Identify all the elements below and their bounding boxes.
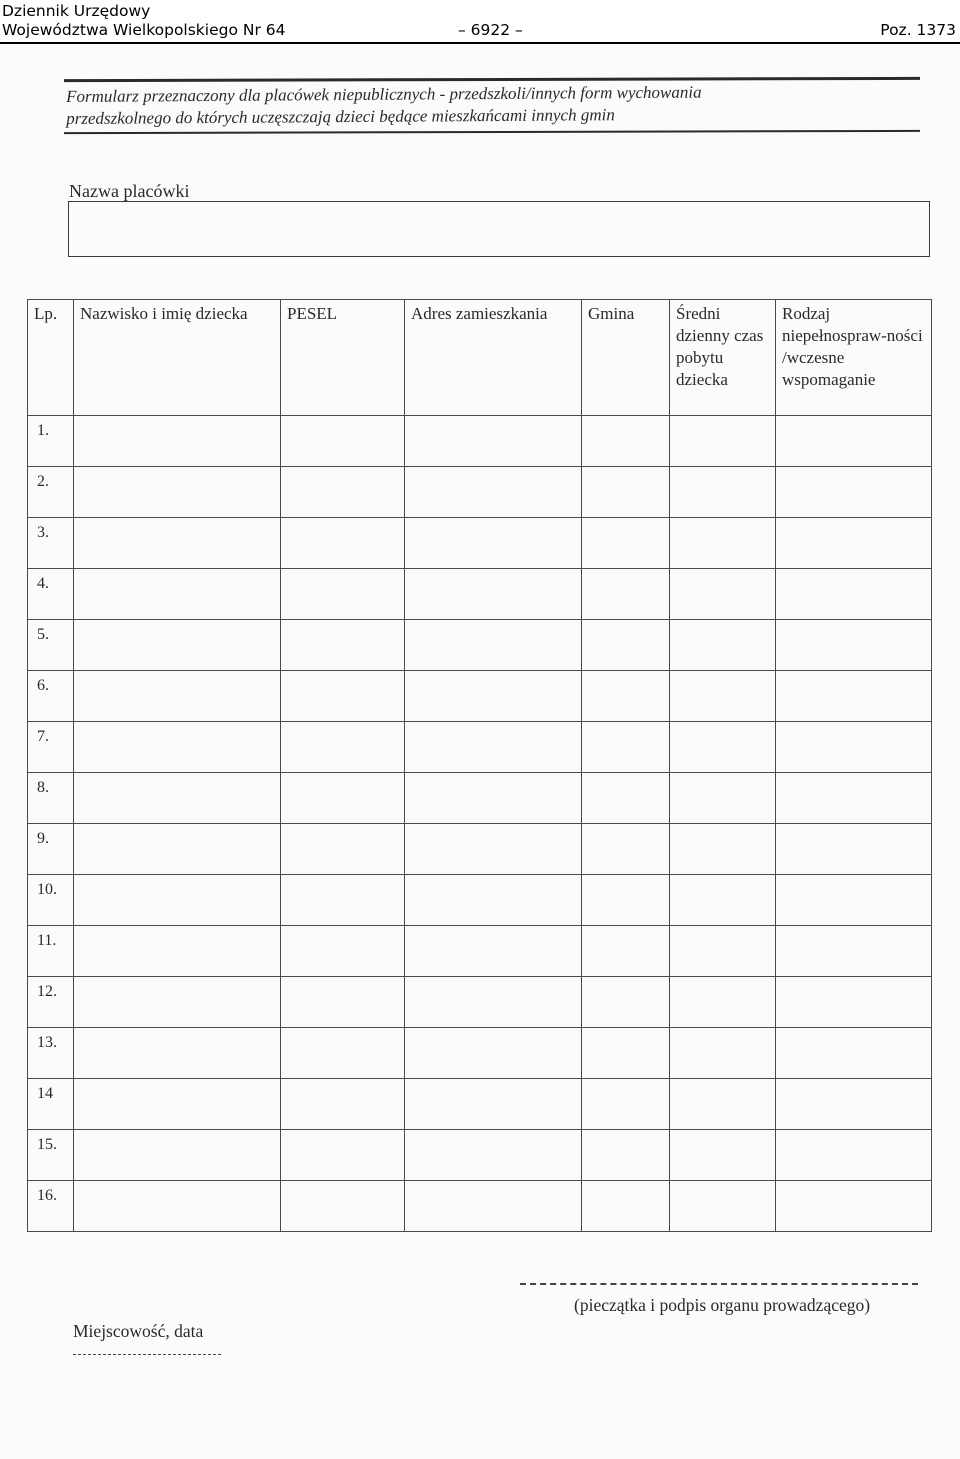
- name-cell[interactable]: [74, 1181, 281, 1232]
- address-cell[interactable]: [405, 773, 582, 824]
- pesel-cell[interactable]: [281, 1181, 405, 1232]
- daily-time-cell[interactable]: [670, 824, 776, 875]
- pesel-cell[interactable]: [281, 671, 405, 722]
- disability-cell[interactable]: [776, 1130, 932, 1181]
- pesel-cell[interactable]: [281, 467, 405, 518]
- address-cell[interactable]: [405, 1028, 582, 1079]
- table-row: [28, 1130, 932, 1181]
- table-row: [28, 416, 932, 467]
- pesel-cell[interactable]: [281, 875, 405, 926]
- journal-issue: Województwa Wielkopolskiego Nr 64: [2, 21, 286, 39]
- commune-cell[interactable]: [582, 977, 670, 1028]
- disability-cell[interactable]: [776, 416, 932, 467]
- name-cell[interactable]: [74, 926, 281, 977]
- row-number: 12.: [28, 977, 74, 1028]
- disability-cell[interactable]: [776, 467, 932, 518]
- commune-cell[interactable]: [582, 1028, 670, 1079]
- name-cell[interactable]: [74, 1130, 281, 1181]
- daily-time-cell[interactable]: [670, 722, 776, 773]
- position-number: Poz. 1373: [880, 21, 956, 39]
- disability-cell[interactable]: [776, 569, 932, 620]
- daily-time-cell[interactable]: [670, 926, 776, 977]
- table-row: [28, 620, 932, 671]
- daily-time-cell[interactable]: [670, 467, 776, 518]
- address-cell[interactable]: [405, 569, 582, 620]
- commune-cell[interactable]: [582, 671, 670, 722]
- daily-time-cell[interactable]: [670, 518, 776, 569]
- table-header-row: [28, 300, 932, 416]
- table-row: [28, 518, 932, 569]
- commune-cell[interactable]: [582, 824, 670, 875]
- name-cell[interactable]: [74, 722, 281, 773]
- daily-time-cell[interactable]: [670, 773, 776, 824]
- pesel-cell[interactable]: [281, 773, 405, 824]
- row-number: 1.: [28, 416, 74, 467]
- disability-cell[interactable]: [776, 722, 932, 773]
- disability-cell[interactable]: [776, 518, 932, 569]
- disability-cell[interactable]: [776, 824, 932, 875]
- column-header-name: Nazwisko i imię dziecka: [74, 300, 281, 416]
- table-row: [28, 977, 932, 1028]
- page-number: – 6922 –: [458, 21, 523, 39]
- commune-cell[interactable]: [582, 1079, 670, 1130]
- daily-time-cell[interactable]: [670, 1130, 776, 1181]
- address-cell[interactable]: [405, 416, 582, 467]
- name-cell[interactable]: [74, 569, 281, 620]
- row-number: 14: [28, 1079, 74, 1130]
- column-header-address: Adres zamieszkania: [405, 300, 582, 416]
- row-number: 7.: [28, 722, 74, 773]
- daily-time-cell[interactable]: [670, 1079, 776, 1130]
- daily-time-cell[interactable]: [670, 1028, 776, 1079]
- row-number: 8.: [28, 773, 74, 824]
- address-cell[interactable]: [405, 1130, 582, 1181]
- address-cell[interactable]: [405, 1181, 582, 1232]
- facility-name-field[interactable]: [68, 201, 930, 257]
- address-cell[interactable]: [405, 467, 582, 518]
- row-number: 3.: [28, 518, 74, 569]
- daily-time-cell[interactable]: [670, 977, 776, 1028]
- journal-title: Dziennik Urzędowy: [2, 2, 151, 20]
- commune-cell[interactable]: [582, 722, 670, 773]
- table-row: [28, 926, 932, 977]
- commune-cell[interactable]: [582, 1130, 670, 1181]
- address-cell[interactable]: [405, 926, 582, 977]
- disability-cell[interactable]: [776, 875, 932, 926]
- address-cell[interactable]: [405, 671, 582, 722]
- pesel-cell[interactable]: [281, 416, 405, 467]
- disability-cell[interactable]: [776, 773, 932, 824]
- children-table: [27, 299, 932, 1232]
- form-title-line-2: przedszkolnego do których uczęszczają dzieci będące mieszkańcami innych gmin: [66, 105, 615, 128]
- column-header-disability: Rodzaj niepełnospraw-ności /wczesne wspomaganie: [776, 300, 932, 416]
- pesel-cell[interactable]: [281, 569, 405, 620]
- name-cell[interactable]: [74, 1028, 281, 1079]
- row-number: 9.: [28, 824, 74, 875]
- daily-time-cell[interactable]: [670, 569, 776, 620]
- row-number: 4.: [28, 569, 74, 620]
- name-cell[interactable]: [74, 824, 281, 875]
- table-row: [28, 1181, 932, 1232]
- row-number: 13.: [28, 1028, 74, 1079]
- form-title: [66, 80, 916, 130]
- row-number: 6.: [28, 671, 74, 722]
- row-number: 15.: [28, 1130, 74, 1181]
- pesel-cell[interactable]: [281, 722, 405, 773]
- disability-cell[interactable]: [776, 671, 932, 722]
- name-cell[interactable]: [74, 467, 281, 518]
- disability-cell[interactable]: [776, 1181, 932, 1232]
- commune-cell[interactable]: [582, 416, 670, 467]
- row-number: 16.: [28, 1181, 74, 1232]
- daily-time-cell[interactable]: [670, 416, 776, 467]
- commune-cell[interactable]: [582, 926, 670, 977]
- name-cell[interactable]: [74, 416, 281, 467]
- header-rule: [0, 42, 960, 44]
- address-cell[interactable]: [405, 722, 582, 773]
- pesel-cell[interactable]: [281, 518, 405, 569]
- table-row: [28, 773, 932, 824]
- disability-cell[interactable]: [776, 1079, 932, 1130]
- table-row: [28, 671, 932, 722]
- daily-time-cell[interactable]: [670, 875, 776, 926]
- table-row: [28, 722, 932, 773]
- name-cell[interactable]: [74, 1079, 281, 1130]
- column-header-pesel: PESEL: [281, 300, 405, 416]
- address-cell[interactable]: [405, 1079, 582, 1130]
- row-number: 11.: [28, 926, 74, 977]
- commune-cell[interactable]: [582, 875, 670, 926]
- commune-cell[interactable]: [582, 773, 670, 824]
- column-header-commune: Gmina: [582, 300, 670, 416]
- commune-cell[interactable]: [582, 467, 670, 518]
- address-cell[interactable]: [405, 977, 582, 1028]
- disability-cell[interactable]: [776, 1028, 932, 1079]
- pesel-cell[interactable]: [281, 824, 405, 875]
- commune-cell[interactable]: [582, 518, 670, 569]
- commune-cell[interactable]: [582, 1181, 670, 1232]
- table-row: [28, 875, 932, 926]
- column-header-lp: Lp.: [28, 300, 74, 416]
- table-row: [28, 824, 932, 875]
- name-cell[interactable]: [74, 773, 281, 824]
- commune-cell[interactable]: [582, 569, 670, 620]
- pesel-cell[interactable]: [281, 977, 405, 1028]
- pesel-cell[interactable]: [281, 1028, 405, 1079]
- facility-label: Nazwa placówki: [69, 181, 190, 201]
- pesel-cell[interactable]: [281, 1130, 405, 1181]
- disability-cell[interactable]: [776, 977, 932, 1028]
- name-cell[interactable]: [74, 977, 281, 1028]
- commune-cell[interactable]: [582, 620, 670, 671]
- name-cell[interactable]: [74, 620, 281, 671]
- daily-time-cell[interactable]: [670, 671, 776, 722]
- signature-caption: (pieczątka i podpis organu prowadzącego): [574, 1295, 871, 1315]
- form-title-line-1: Formularz przeznaczony dla placówek niepublicznych - przedszkoli/innych form wychowania: [66, 82, 702, 106]
- place-date-label: Miejscowość, data: [73, 1321, 204, 1341]
- address-cell[interactable]: [405, 518, 582, 569]
- row-number: 2.: [28, 467, 74, 518]
- address-cell[interactable]: [405, 824, 582, 875]
- row-number: 10.: [28, 875, 74, 926]
- address-cell[interactable]: [405, 620, 582, 671]
- pesel-cell[interactable]: [281, 1079, 405, 1130]
- pesel-cell[interactable]: [281, 620, 405, 671]
- daily-time-cell[interactable]: [670, 1181, 776, 1232]
- name-cell[interactable]: [74, 518, 281, 569]
- disability-cell[interactable]: [776, 620, 932, 671]
- table-row: [28, 569, 932, 620]
- disability-cell[interactable]: [776, 926, 932, 977]
- table-row: [28, 1079, 932, 1130]
- name-cell[interactable]: [74, 671, 281, 722]
- address-cell[interactable]: [405, 875, 582, 926]
- daily-time-cell[interactable]: [670, 620, 776, 671]
- table-row: [28, 467, 932, 518]
- column-header-daily-time: Średni dzienny czas pobytu dziecka: [670, 300, 776, 416]
- pesel-cell[interactable]: [281, 926, 405, 977]
- table-row: [28, 1028, 932, 1079]
- table-body: [28, 416, 932, 1232]
- place-date-line: [73, 1354, 221, 1355]
- row-number: 5.: [28, 620, 74, 671]
- signature-line: [520, 1283, 918, 1285]
- name-cell[interactable]: [74, 875, 281, 926]
